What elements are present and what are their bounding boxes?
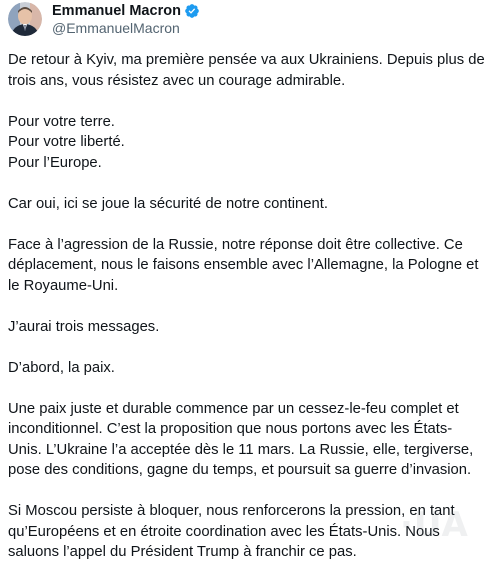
- tweet-paragraph: [8, 194, 488, 215]
- tweet-line: Car oui, ici se joue la sécurité de notre continent.: [8, 195, 328, 212]
- tweet-text: [8, 50, 488, 583]
- tweet-line: D’abord, la paix.: [8, 359, 115, 376]
- author-names: [52, 2, 200, 37]
- watermark-logo: ·UA: [400, 505, 469, 545]
- tweet-paragraph: [8, 399, 488, 481]
- tweet-line: déplacement, nous le faisons ensemble avec l’Allemagne, la Pologne et: [8, 257, 479, 273]
- tweet-line: inconditionnel. C’est la proposition que nous portons avec les États-: [8, 421, 453, 437]
- tweet-line: Une paix juste et durable commence par un cessez-le-feu complet et: [8, 400, 459, 417]
- tweet-line: pose des conditions, gagne du temps, et poursuit sa guerre d’invasion.: [8, 462, 472, 478]
- tweet-paragraph: [8, 112, 488, 174]
- tweet-paragraph: [8, 317, 488, 338]
- tweet-paragraph: [8, 50, 488, 91]
- tweet-header: [8, 1, 200, 37]
- name-row: [52, 2, 200, 20]
- tweet-line: le Royaume-Uni.: [8, 277, 119, 294]
- person-avatar-icon: [8, 2, 42, 36]
- tweet-line: De retour à Kyiv, ma première pensée va aux Ukrainiens. Depuis plus de: [8, 52, 485, 68]
- tweet-line: J’aurai trois messages.: [8, 318, 160, 335]
- author-handle[interactable]: @EmmanuelMacron: [52, 19, 180, 36]
- tweet-line: trois ans, vous résistez avec un courage admirable.: [8, 72, 346, 89]
- avatar[interactable]: [8, 2, 42, 36]
- tweet-line: Si Moscou persiste à bloquer, nous renforcerons la pression, en tant: [8, 503, 455, 519]
- tweet-paragraph: [8, 235, 488, 297]
- tweet-line: Pour votre terre.: [8, 113, 115, 130]
- tweet-line: qu’Européens et en étroite coordination avec les États-Unis. Nous: [8, 523, 440, 540]
- tweet-line: Pour l’Europe.: [8, 154, 102, 171]
- tweet-line: Unis. L’Ukraine l’a acceptée dès le 11 mars. La Russie, elle, tergiverse,: [8, 441, 474, 458]
- tweet-line: saluons l’appel du Président Trump à franchir ce pas.: [8, 544, 357, 560]
- tweet-paragraph: [8, 501, 488, 563]
- tweet-line: Face à l’agression de la Russie, notre réponse doit être collective. Ce: [8, 236, 463, 253]
- tweet-paragraph: [8, 358, 488, 379]
- verified-badge-icon[interactable]: [184, 3, 200, 19]
- author-display-name[interactable]: Emmanuel Macron: [52, 2, 181, 19]
- tweet-line: Pour votre liberté.: [8, 134, 125, 150]
